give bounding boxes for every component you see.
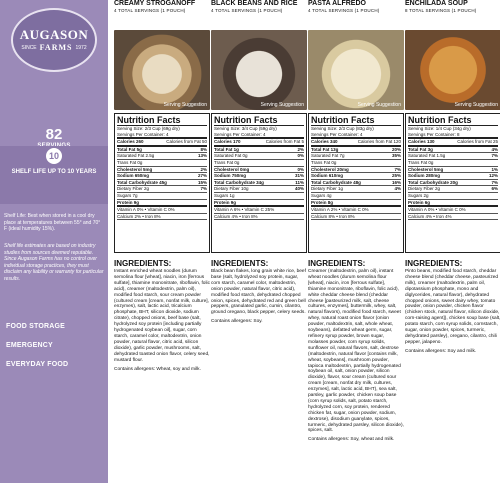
calories-row <box>311 139 401 147</box>
nutrient-dv: 2% <box>297 146 304 152</box>
usage-tags <box>6 323 102 380</box>
serving-photo <box>308 30 404 110</box>
serving-caption: Serving Suggestion <box>260 102 304 108</box>
ingredients-heading: INGREDIENTS: <box>211 259 269 268</box>
brand-name: AUGASON <box>19 27 89 42</box>
nutrient-name: Total Carbohydrate 45g <box>117 179 167 185</box>
nutrient-dv: 31% <box>294 173 304 179</box>
product-title: CREAMY STROGANOFF <box>114 0 196 7</box>
nutrient-row <box>117 180 207 187</box>
servings-per-container: Servings Per Container: 4 <box>214 132 304 140</box>
nutrient-name: Dietary Fiber 1g <box>311 186 344 192</box>
nutrient-row <box>311 153 401 160</box>
nutrient-dv: 6% <box>491 186 498 192</box>
minerals-row: Calcium 8% • Iron 8% <box>311 214 401 221</box>
nutrient-row <box>408 167 498 174</box>
product-column <box>114 0 210 483</box>
product-servings: 4 TOTAL SERVINGS (1 POUCH) <box>211 7 283 13</box>
nutrient-name: Dietary Fiber 2g <box>117 186 150 192</box>
nutrient-name: Total Fat 1g <box>214 146 239 152</box>
nutrient-dv: 11% <box>295 179 304 185</box>
nutrient-name: Cholesterol 20mg <box>311 166 349 172</box>
nutrient-row <box>311 193 401 200</box>
nutrient-name: Saturated Fat 2.5g <box>117 153 155 159</box>
nutrient-dv: 7% <box>491 153 498 159</box>
nutrient-name: Trans Fat 0g <box>214 159 240 165</box>
nutrient-dv: 35% <box>391 153 401 159</box>
nutrient-name: Cholesterol 5mg <box>408 166 444 172</box>
nutrition-facts-heading: Nutrition Facts <box>214 115 304 126</box>
nutrient-dv: 4% <box>491 146 498 152</box>
nutrient-row <box>117 160 207 167</box>
ingredients-heading: INGREDIENTS: <box>114 259 172 268</box>
nutrient-row <box>408 193 498 200</box>
nutrient-name: Saturated Fat 0g <box>214 153 248 159</box>
serving-photo <box>211 30 307 110</box>
nutrient-row <box>117 167 207 174</box>
serving-size: Serving Size: 1/4 Cup (34g dry) <box>408 126 471 131</box>
nutrition-facts-heading: Nutrition Facts <box>117 115 207 126</box>
nutrient-name: Trans Fat 0g <box>117 159 143 165</box>
nutrient-name: Protein 8g <box>311 199 334 205</box>
calories-from-fat: Calories from Fat 25 <box>457 139 498 145</box>
servings-number: 82 <box>45 126 63 143</box>
allergens-text: Contains allergens: Soy and milk. <box>405 348 477 354</box>
nutrition-facts-panel <box>114 113 210 253</box>
nutrient-dv: 7% <box>394 166 401 172</box>
nutrient-name: Total Carbohydrate 48g <box>311 179 361 185</box>
product-servings: 4 TOTAL SERVINGS (1 POUCH) <box>114 7 186 13</box>
vitamins-row: Vitamin A 0% • Vitamin C 0% <box>408 207 498 214</box>
ingredients-block <box>405 259 500 355</box>
nutrient-name: Sugars 4g <box>311 192 332 198</box>
calories: Calories 260 <box>117 139 144 145</box>
nutrient-name: Sugars 7g <box>117 192 138 198</box>
serving-caption: Serving Suggestion <box>454 102 498 108</box>
ingredients-heading: INGREDIENTS: <box>308 259 366 268</box>
nutrient-name: Dietary Fiber 10g <box>214 186 249 192</box>
nutrient-name: Dietary Fiber 2g <box>408 186 441 192</box>
serving-size: Serving Size: 3/4 Cup (59g dry) <box>214 126 277 131</box>
product-column <box>405 0 500 483</box>
nutrient-name: Protein 9g <box>214 199 237 205</box>
nutrient-name: Protein 9g <box>117 199 140 205</box>
nutrient-row <box>408 173 498 180</box>
nutrient-row <box>408 186 498 193</box>
nutrient-row <box>408 147 498 154</box>
calories: Calories 130 <box>408 139 435 145</box>
serving-photo <box>405 30 500 110</box>
nutrient-dv: 20% <box>391 146 401 152</box>
sidebar <box>0 0 108 483</box>
servings-per-container: Servings Per Container: 4 <box>311 132 401 140</box>
tag-emergency: EMERGENCY <box>6 342 53 349</box>
shelf-life-number: 10 <box>46 148 62 164</box>
product-servings: 4 TOTAL SERVINGS (1 POUCH) <box>308 7 380 13</box>
calories: Calories 170 <box>214 139 241 145</box>
nutrient-name: Cholesterol 5mg <box>117 166 153 172</box>
nutrient-name: Cholesterol 0mg <box>214 166 250 172</box>
nutrition-facts-panel <box>405 113 500 253</box>
calories-from-fat: Calories from Fat 5 <box>265 139 304 145</box>
nutrient-row <box>214 193 304 200</box>
nutrient-dv: 1% <box>491 166 498 172</box>
shelf-life-description: Shelf Life: Best when stored in a cool dry place at temperatures between 55° and 70° F (ideal humidity 15%). <box>4 213 101 232</box>
nutrient-name: Protein 6g <box>408 199 431 205</box>
nutrient-name: Sodium 650mg <box>117 173 150 179</box>
nutrient-dv: 8% <box>200 146 207 152</box>
nutrient-name: Total Fat 3g <box>408 146 433 152</box>
vitamins-row: Vitamin A 2% • Vitamin C 0% <box>311 207 401 214</box>
serving-size: Serving Size: 2/3 Cup (83g dry) <box>311 126 374 131</box>
nutrient-name: Sodium 750mg <box>214 173 247 179</box>
ingredients-block <box>308 259 404 443</box>
ingredients-text: Black bean flakes, long grain white rice, beef base (salt, hydrolyzed soy protein, sugar, corn starch, caramel color, maltodextrin, onion powder, natural flavor, citric acid), modified food starch, dehydrated chopped onion, spices, dehydrated red and green bell peppers, granulated garlic, cumin, cilantro, ground oregano, black pepper, celery seeds. <box>211 269 306 316</box>
nutrient-row <box>214 167 304 174</box>
nutrient-dv: 0% <box>297 153 304 159</box>
tag-food-storage: FOOD STORAGE <box>6 323 66 330</box>
ingredients-text: Creamer (maltodextrin, palm oil), instant wheat noodles (durum semolina flour [wheat], niacin, iron [ferrous sulfate], thiamine mononitrate, riboflavin, folic acid), white cheddar cheese blend (cheddar cheese [pasteurized milk, salt, cheese cultures, enzymes], buttermilk, whey, salt, natural flavors), modified food starch, sweet whey, natural roast onion flavor (onion powder, maltodextrin, salt, whole wheat, soybeans), defatted wheat germ, sugar, refinery syrup powder, brown sugar, molasses powder, corn syrup solids, sunflower oil, natural flavors, salt, dextrose (maltodextrin, natural flavor [contains milk, wheat, soybeans], mushroom powder, tapioca maltodextrin, partially hydrogenated soybean oil, salt, onion powder, silicon dioxide), flavor, sour cream (cultured sour cream [cream, nonfat dry milk, cultures, enzymes], salt, lactic acid, BHT), sea salt, parsley, garlic powder, chicken soup base (corn syrup solids, salt, potato starch, hydrolyzed corn, soy protein, rendered chicken fat, sugar, onion powder, sodium, dextrose), disodium guanylate, spices, turmeric, dehydrated parsley, silicon dioxide), spices, salt. <box>308 269 404 434</box>
nutrient-dv: 0% <box>297 166 304 172</box>
nutrient-row <box>408 153 498 160</box>
nutrient-name: Total Carbohydrate 20g <box>408 179 458 185</box>
calories-from-fat: Calories from Fat 50 <box>166 139 207 145</box>
nutrient-row <box>311 186 401 193</box>
nutrient-row <box>117 186 207 193</box>
serving-caption: Serving Suggestion <box>163 102 207 108</box>
product-title: PASTA ALFREDO <box>308 0 366 7</box>
nutrient-dv: 13% <box>197 153 207 159</box>
nutrient-name: Sugars 2g <box>408 192 429 198</box>
nutrient-row <box>311 200 401 208</box>
nutrient-dv: 25% <box>391 173 401 179</box>
nutrient-row <box>214 186 304 193</box>
brand-logo <box>4 2 104 78</box>
product-column <box>211 0 307 483</box>
product-title: BLACK BEANS AND RICE <box>211 0 298 7</box>
vitamins-row: Vitamin A 6% • Vitamin C 25% <box>214 207 304 214</box>
minerals-row: Calcium 2% • Iron 8% <box>117 214 207 221</box>
nutrition-facts-panel <box>308 113 404 253</box>
calories: Calories 340 <box>311 139 338 145</box>
ingredients-heading: INGREDIENTS: <box>405 259 463 268</box>
calories-from-fat: Calories from Fat 120 <box>357 139 401 145</box>
nutrient-name: Total Fat 13g <box>311 146 339 152</box>
ingredients-block <box>114 259 210 372</box>
calories-row <box>117 139 207 147</box>
nutrient-name: Saturated Fat 7g <box>311 153 345 159</box>
nutrient-row <box>214 180 304 187</box>
nutrient-row <box>117 153 207 160</box>
nutrient-dv: 7% <box>200 186 207 192</box>
allergens-text: Contains allergens: Soy, wheat and milk. <box>308 437 395 443</box>
calories-row <box>408 139 498 147</box>
nutrient-row <box>311 173 401 180</box>
nutrient-dv: 7% <box>491 179 498 185</box>
nutrition-facts-heading: Nutrition Facts <box>408 115 498 126</box>
nutrient-dv: 15% <box>197 179 207 185</box>
nutrient-dv: 2% <box>200 166 207 172</box>
nutrient-row <box>117 173 207 180</box>
nutrient-row <box>214 173 304 180</box>
nutrient-name: Trans Fat 0g <box>408 159 434 165</box>
servings-per-container: Servings Per Container: 8 <box>408 132 498 140</box>
calories-row <box>214 139 304 147</box>
nutrient-row <box>214 153 304 160</box>
nutrient-row <box>311 147 401 154</box>
serving-caption: Serving Suggestion <box>357 102 401 108</box>
nutrient-row <box>117 193 207 200</box>
nutrient-name: Saturated Fat 1.5g <box>408 153 446 159</box>
brand-year: 1972 <box>75 44 87 51</box>
nutrient-dv: 27% <box>197 173 207 179</box>
nutrient-row <box>117 200 207 208</box>
vitamins-row: Vitamin A 0% • Vitamin C 0% <box>117 207 207 214</box>
nutrient-dv: 12% <box>488 173 498 179</box>
nutrient-row <box>408 180 498 187</box>
nutrient-row <box>311 167 401 174</box>
shelf-life-disclaimer: Shelf life estimates are based on industry studies from sources deemed reputable. Since Augason Farms has no control over individual storage practices, they must disclaim any liability or warranty for particular results. <box>4 243 104 282</box>
nutrient-row <box>214 160 304 167</box>
tag-everyday-food: EVERYDAY FOOD <box>6 361 69 368</box>
nutrient-row <box>311 180 401 187</box>
servings-per-container: Servings Per Container: 4 <box>117 132 207 140</box>
nutrient-name: Sodium 280mg <box>408 173 441 179</box>
nutrient-name: Trans Fat 0g <box>311 159 337 165</box>
ingredients-block <box>211 259 307 325</box>
ingredients-text: Pinto beans, modified food starch, cheddar cheese blend (cheddar cheese, pasteurized milk), creamer (maltodextrin, palm oil, dipotassium phosphate, mono and diglycerides, natural flavor), dehydrated chopped onions, sweet dairy whey, tomato powder, onion powder, chicken flavor (chicken stock, natural flavor, silicon dioxide, corn-raising agent]), chicken soup base (salt, potato starch, corn syrup solids, cornstarch, sugar, onion powder, spices, turmeric, dehydrated parsley), oregano, cilantro, chili pepper, jalapeno. <box>405 269 500 345</box>
minerals-row: Calcium 4% • Iron 8% <box>214 214 304 221</box>
nutrient-row <box>408 160 498 167</box>
shelf-life-block <box>0 146 108 204</box>
serving-size: Serving Size: 2/3 Cup (69g dry) <box>117 126 180 131</box>
nutrient-dv: 16% <box>391 179 401 185</box>
nutrient-dv: 4% <box>394 186 401 192</box>
nutrient-dv: 40% <box>294 186 304 192</box>
allergens-text: Contains allergens: Wheat, soy and milk. <box>114 366 201 372</box>
product-title: ENCHILADA SOUP <box>405 0 468 7</box>
serving-photo <box>114 30 210 110</box>
minerals-row: Calcium 4% • Iron 4% <box>408 214 498 221</box>
product-servings: 8 TOTAL SERVINGS (1 POUCH) <box>405 7 477 13</box>
brand-farms: FARMS <box>39 43 73 52</box>
nutrient-row <box>408 200 498 208</box>
allergens-text: Contains allergens: Soy. <box>211 319 263 325</box>
nutrient-name: Sodium 610mg <box>311 173 344 179</box>
nutrient-name: Total Fat 5g <box>117 146 142 152</box>
brand-since: SINCE <box>21 44 37 51</box>
nutrient-name: Sugars 1g <box>214 192 235 198</box>
nutrient-row <box>214 147 304 154</box>
shelf-life-label: SHELF LIFE UP TO 10 YEARS <box>11 169 97 175</box>
nutrition-facts-panel <box>211 113 307 253</box>
nutrient-row <box>117 147 207 154</box>
product-column <box>308 0 404 483</box>
nutrient-row <box>311 160 401 167</box>
nutrient-row <box>214 200 304 208</box>
nutrient-name: Total Carbohydrate 34g <box>214 179 264 185</box>
nutrition-facts-heading: Nutrition Facts <box>311 115 401 126</box>
ingredients-text: Instant enriched wheat noodles (durum semolina flour [wheat], niacin, iron [ferrous sulfate], thiamine mononitrate, riboflavin, folic acid), creamer (maltodextrin, palm oil), modified food starch, sour cream powder (cultured cream [cream, nonfat milk, culture], enzymes), salt, lactic acid, tricalcium phosphate, BHT, silicon dioxide, sodium citrate), chopped onions, beef base (salt, hydrolyzed soy protein [including partially hydrogenated soybean oil], sugar, corn starch, caramel color, maltodextrin, onion powder, natural flavor, citric acid, silicon dioxide), garlic powder, mushrooms, salt, dehydrated toasted onion flavor, celery seed, mustard flour. <box>114 269 210 363</box>
